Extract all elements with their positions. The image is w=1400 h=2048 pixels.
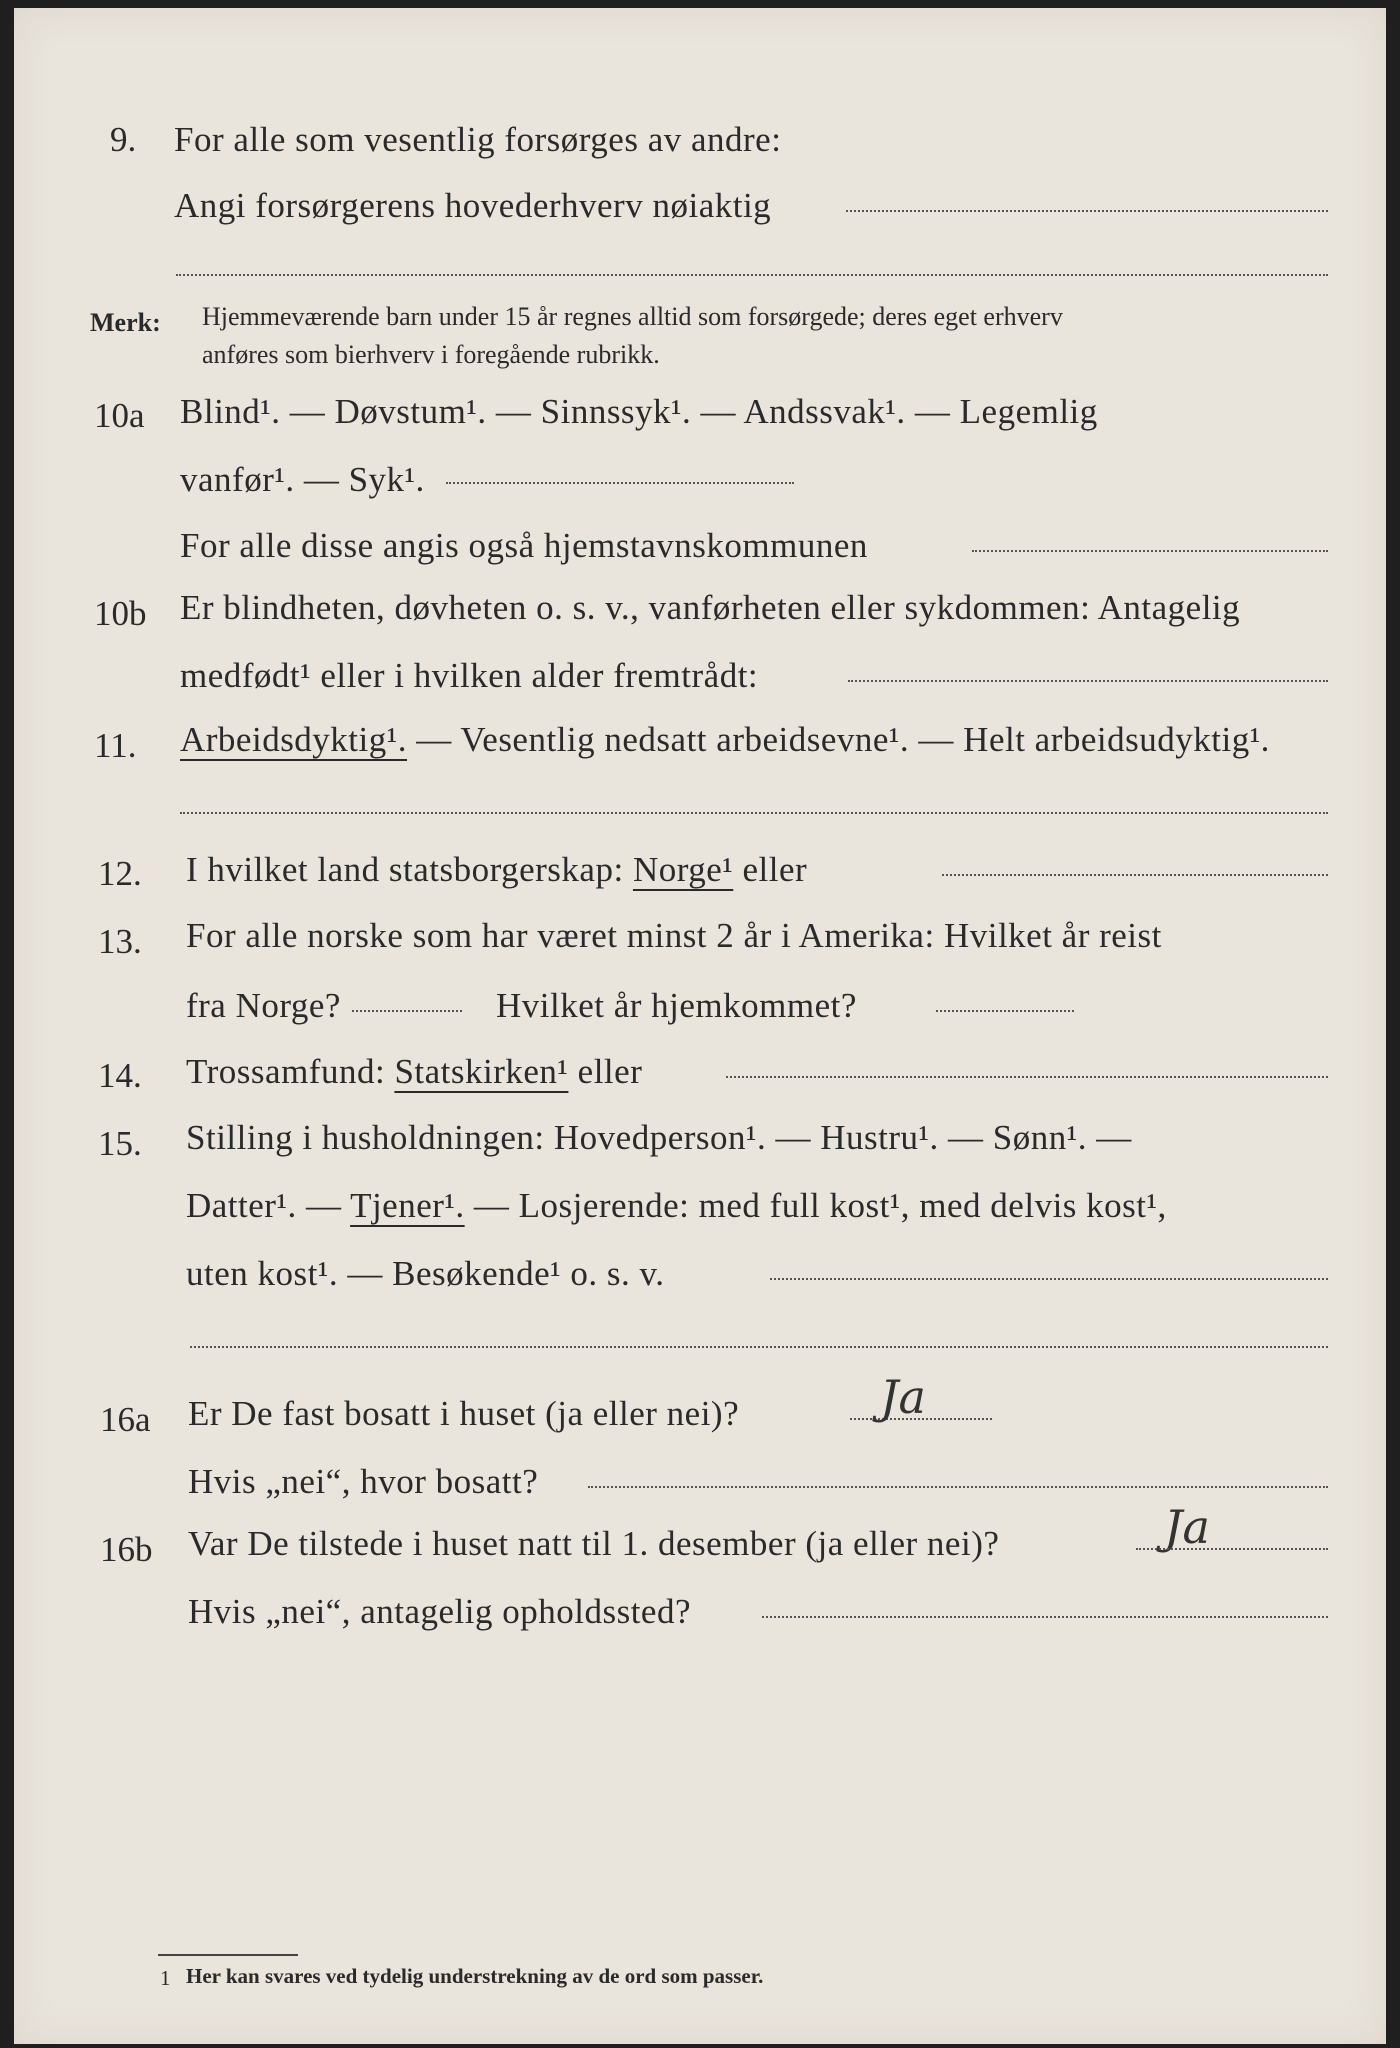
q10b-answer-line: [848, 680, 1328, 682]
q10a-hometown-line: [972, 550, 1328, 552]
q10a-number: 10a: [94, 396, 145, 435]
q12-question: I hvilket land statsborgerskap:: [186, 850, 633, 889]
q11-number: 11.: [94, 726, 137, 765]
q15-line2-pre: Datter¹. —: [186, 1186, 351, 1225]
q15-answer-line: [770, 1278, 1328, 1280]
footnote-text: Her kan svares ved tydelig understrekning av de ord som passer.: [186, 1964, 764, 1988]
q10a-line1: Blind¹. — Døvstum¹. — Sinnssyk¹. — Andssvak¹. — Legemlig: [180, 392, 1098, 431]
q16a-number: 16a: [100, 1400, 151, 1439]
footnote-rule: [158, 1954, 298, 1956]
q15-line2: [186, 1186, 1167, 1226]
census-form-page: [14, 8, 1386, 2044]
q11-other-options: — Vesentlig nedsatt arbeidsevne¹. — Helt arbeidsudyktig¹.: [407, 720, 1270, 759]
q15-option-tjener: Tjener¹.: [350, 1186, 465, 1225]
q12-number: 12.: [98, 854, 142, 893]
q10b-line1: Er blindheten, døvheten o. s. v., vanførheten eller sykdommen: Antagelig: [180, 588, 1241, 627]
q15-line3: uten kost¹. — Besøkende¹ o. s. v.: [186, 1254, 665, 1293]
q13-line1: For alle norske som har været minst 2 år i Amerika: Hvilket år reist: [186, 916, 1162, 955]
q10a-line2: vanfør¹. — Syk¹.: [180, 460, 425, 499]
q16a-line1: Er De fast bosatt i huset (ja eller nei)?: [188, 1394, 740, 1433]
q9-number: 9.: [110, 120, 137, 159]
q11-options: [180, 720, 1270, 760]
q14-text: [186, 1052, 642, 1092]
q14-question: Trossamfund:: [186, 1052, 395, 1091]
q14-number: 14.: [98, 1056, 142, 1095]
q11-answer-line: [180, 812, 1328, 814]
q9-line1: For alle som vesentlig forsørges av andre:: [174, 120, 782, 159]
q9-line2: Angi forsørgerens hovederhverv nøiaktig: [174, 186, 772, 225]
q16a-residence-line: [588, 1486, 1328, 1488]
q16b-number: 16b: [100, 1530, 153, 1569]
q13-line2a: fra Norge?: [186, 986, 341, 1025]
q13-returned-year-line: [936, 1010, 1074, 1012]
q13-line2b: Hvilket år hjemkommet?: [496, 986, 857, 1025]
q12-answer-line: [942, 874, 1328, 876]
footnote-mark: 1: [160, 1966, 171, 1990]
q15-answer-line-2: [190, 1346, 1328, 1348]
q12-text: [186, 850, 807, 890]
q14-option-statskirken: Statskirken¹: [394, 1052, 569, 1091]
q9-answer-line: [846, 210, 1328, 212]
q10a-answer-line: [446, 482, 794, 484]
merk-line2: anføres som bierhverv i foregående rubrikk.: [202, 340, 660, 369]
q16a-handwritten-answer: Ja: [880, 1370, 926, 1424]
merk-label: Merk:: [90, 308, 161, 337]
q10b-number: 10b: [94, 594, 147, 633]
q16b-handwritten-answer: Ja: [1164, 1500, 1210, 1554]
q14-or: eller: [568, 1052, 643, 1091]
q16b-answer-line: [1136, 1548, 1328, 1550]
q14-answer-line: [726, 1076, 1328, 1078]
q9-answer-line-2: [176, 274, 1328, 276]
q10b-line2: medfødt¹ eller i hvilken alder fremtrådt:: [180, 656, 759, 695]
merk-line1: Hjemmeværende barn under 15 år regnes alltid som forsørgede; deres eget erhverv: [202, 302, 1063, 331]
q12-or: eller: [733, 850, 808, 889]
q16b-location-line: [762, 1616, 1328, 1618]
q16a-line2: Hvis „nei“, hvor bosatt?: [188, 1462, 539, 1501]
q16b-line2: Hvis „nei“, antagelig opholdssted?: [188, 1592, 691, 1631]
q10a-line3: For alle disse angis også hjemstavnskommunen: [180, 526, 868, 565]
q13-emigrated-year-line: [352, 1010, 462, 1012]
q16b-line1: Var De tilstede i huset natt til 1. desember (ja eller nei)?: [188, 1524, 1000, 1563]
q11-option-arbeidsdyktig: Arbeidsdyktig¹.: [180, 720, 408, 759]
q13-number: 13.: [98, 922, 142, 961]
q15-line1: Stilling i husholdningen: Hovedperson¹. — Hustru¹. — Sønn¹. —: [186, 1118, 1132, 1157]
q15-number: 15.: [98, 1124, 142, 1163]
q12-option-norge: Norge¹: [632, 850, 734, 889]
q15-line2-post: — Losjerende: med full kost¹, med delvis kost¹,: [464, 1186, 1167, 1225]
